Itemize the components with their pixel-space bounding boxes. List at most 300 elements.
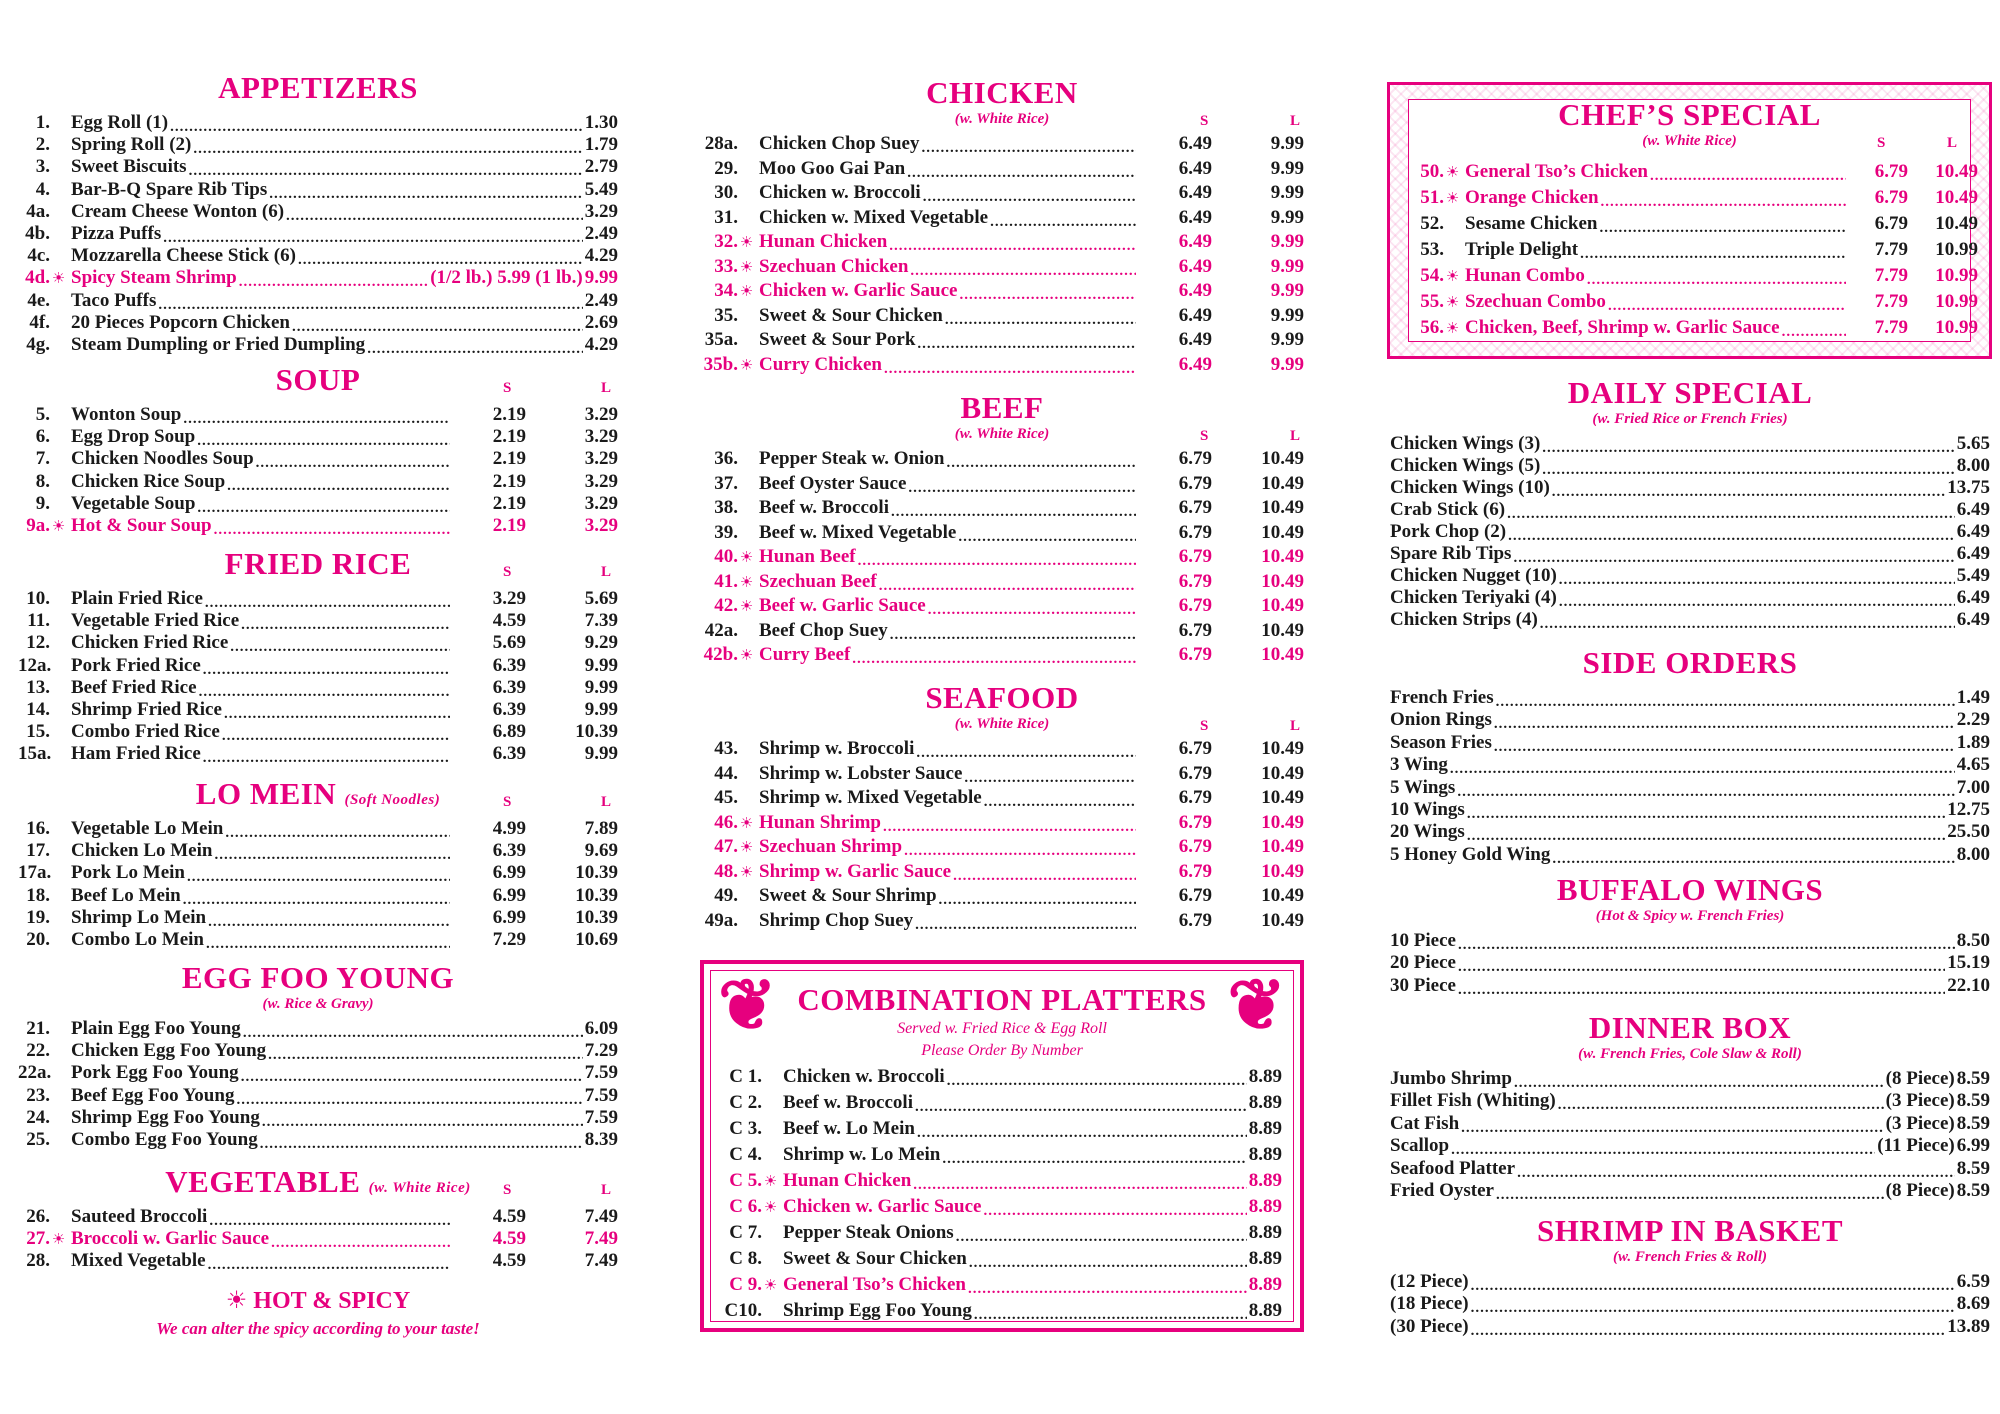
item-name: Beef Fried Rice [71, 676, 197, 698]
item-name: Hunan Beef [759, 546, 856, 567]
item-name: Beef w. Garlic Sauce [759, 595, 926, 616]
chili-pepper-icon [50, 1042, 67, 1061]
chili-pepper-icon: ☀ [739, 599, 754, 615]
menu-item [1390, 754, 1990, 774]
section-subtitle: Served w. Fried Rice & Egg Roll [897, 1020, 1107, 1037]
section-title: APPETIZERS [218, 70, 418, 105]
dot-leader [1552, 480, 1945, 500]
item-name: Sweet & Sour Chicken [783, 1248, 967, 1269]
item-price: 13.89 [1947, 1315, 1990, 1337]
combination-platters-box [700, 960, 1304, 1332]
menu-item [718, 1092, 1282, 1112]
chili-pepper-icon [50, 428, 67, 447]
menu-item [18, 743, 618, 763]
dot-leader [260, 1132, 583, 1152]
menu-item [700, 182, 1304, 202]
dot-leader [1513, 546, 1954, 566]
item-number: 53. [1420, 239, 1444, 260]
menu-list [700, 390, 1304, 670]
dot-leader [205, 591, 450, 611]
chili-pepper-icon: ☀ [763, 1278, 778, 1294]
small-size-header: S [503, 380, 512, 396]
item-price: 2.79 [584, 156, 618, 178]
dot-leader [209, 1209, 450, 1229]
menu-item [700, 473, 1304, 493]
price-small: 6.49 [1178, 353, 1212, 375]
item-name: 3 Wing [1390, 754, 1448, 776]
large-size-header: L [1290, 428, 1301, 444]
item-price: 8.59 [1956, 1090, 1990, 1112]
item-number: 44. [714, 762, 738, 784]
dot-leader [241, 1065, 583, 1085]
chili-pepper-icon: ☀ [739, 648, 754, 664]
item-name: Shrimp w. Lobster Sauce [759, 762, 963, 784]
price-large: 10.49 [1261, 570, 1304, 592]
menu-item [18, 267, 618, 287]
price-large: 10.69 [575, 929, 618, 950]
price-small: 6.79 [1178, 448, 1212, 469]
item-price: 8.69 [1956, 1293, 1990, 1315]
hot-spicy-title: HOT & SPICY [253, 1288, 411, 1314]
chili-pepper-icon: ☀ [739, 864, 754, 881]
large-size-header: L [1947, 135, 1958, 151]
price-small: 6.79 [1178, 521, 1212, 543]
menu-item [700, 354, 1304, 374]
chili-pepper-icon: ☀ [739, 574, 754, 591]
price-small: 6.49 [1178, 231, 1212, 252]
item-name: Curry Beef [759, 644, 851, 665]
menu-item [18, 290, 618, 310]
item-number: 15. [26, 721, 50, 743]
chili-pepper-icon [50, 450, 67, 469]
price-small: 6.49 [1178, 157, 1212, 179]
dot-leader [206, 932, 450, 952]
item-name: Vegetable Soup [71, 492, 196, 514]
price-small: 6.79 [1178, 546, 1212, 567]
price-small: 6.79 [1178, 644, 1212, 665]
menu-item [700, 305, 1304, 325]
item-number: 17a. [18, 862, 52, 884]
menu-item [700, 620, 1304, 640]
price-small: 3.29 [492, 588, 526, 609]
dot-leader [214, 843, 450, 863]
price-large: 10.49 [1261, 885, 1304, 906]
item-number: 4f. [29, 311, 50, 333]
item-price: 8.00 [1956, 455, 1990, 476]
dot-leader [225, 821, 450, 841]
item-price: 6.49 [1956, 543, 1990, 564]
chili-pepper-icon [738, 209, 755, 228]
menu-item [718, 1196, 1282, 1216]
dot-leader [214, 518, 450, 538]
dot-leader [183, 888, 450, 908]
item-number: 24. [26, 1106, 50, 1128]
item-name: Chicken w. Broccoli [759, 182, 921, 203]
menu-item [18, 112, 618, 132]
menu-item [700, 861, 1304, 881]
dot-leader [203, 746, 450, 766]
price-small: 2.19 [492, 426, 526, 448]
chili-pepper-icon [50, 701, 67, 720]
item-name: Chicken Nugget (10) [1390, 565, 1557, 586]
menu-item [1390, 499, 1990, 519]
chili-pepper-icon [50, 1109, 67, 1128]
small-size-header: S [1877, 135, 1886, 151]
dot-leader [1458, 978, 1945, 998]
item-price: 8.89 [1248, 1222, 1282, 1243]
price-large: 9.99 [1270, 353, 1304, 375]
dot-leader [1580, 242, 1846, 262]
item-price: 3.29 [584, 200, 618, 222]
item-number: 35b. [703, 353, 738, 375]
price-small: 6.99 [492, 906, 526, 928]
item-name: Chicken Rice Soup [71, 470, 226, 492]
price-small: 6.79 [1178, 595, 1212, 616]
item-portion: (8 Piece) [1885, 1180, 1955, 1201]
small-size-header: S [1200, 113, 1209, 129]
item-number: 9a. [26, 515, 50, 536]
price-small: 6.79 [1178, 497, 1212, 518]
dot-leader [852, 647, 1136, 667]
item-price: 1.89 [1956, 731, 1990, 753]
chili-pepper-icon [762, 1250, 779, 1269]
chili-pepper-icon: ☀ [739, 259, 754, 276]
menu-item [1390, 709, 1990, 729]
price-small: 7.79 [1874, 239, 1908, 260]
dot-leader [271, 1231, 450, 1251]
item-number: C 6. [729, 1196, 762, 1217]
price-small: 6.79 [1178, 885, 1212, 906]
item-name: Chicken Noodles Soup [71, 448, 254, 470]
item-number: 33. [714, 255, 738, 277]
section-subtitle: (w. White Rice) [1642, 133, 1737, 149]
item-name: Sesame Chicken [1465, 213, 1598, 234]
item-price: 9.99 [584, 267, 618, 289]
small-size-header: S [503, 564, 512, 580]
price-small: 6.79 [1178, 570, 1212, 592]
chili-pepper-icon [50, 292, 67, 311]
chili-pepper-icon [50, 406, 67, 425]
chili-pepper-icon [50, 1208, 67, 1227]
section-title: DINNER BOX [1588, 1010, 1792, 1045]
price-large: 7.89 [584, 818, 618, 839]
dot-leader [883, 815, 1136, 835]
dot-leader [958, 525, 1136, 545]
chili-pepper-icon [50, 679, 67, 698]
menu-item [18, 245, 618, 265]
item-name: Pork Egg Foo Young [71, 1062, 239, 1084]
item-name: Mozzarella Cheese Stick (6) [71, 245, 296, 267]
item-name: Plain Egg Foo Young [71, 1018, 241, 1039]
section-title: SHRIMP IN BASKET [1536, 1213, 1843, 1248]
menu-item [1390, 821, 1990, 841]
item-name: Chicken Fried Rice [71, 632, 229, 654]
dot-leader [915, 1095, 1247, 1115]
chili-pepper-icon [762, 1094, 779, 1113]
price-large: 10.49 [1261, 497, 1304, 518]
large-size-header: L [601, 794, 612, 810]
chili-pepper-icon [50, 634, 67, 653]
chili-pepper-icon: ☀ [739, 284, 754, 300]
section-subtitle: (w. French Fries & Roll) [1612, 1249, 1768, 1265]
item-name: Ham Fried Rice [71, 743, 201, 765]
dot-leader [183, 407, 450, 427]
dot-leader [1457, 780, 1954, 800]
flourish-right-icon: ❦ [1227, 968, 1286, 1045]
item-number: 54. [1420, 265, 1444, 286]
dot-leader [984, 790, 1136, 810]
dot-leader [974, 1303, 1247, 1323]
item-price: 8.39 [584, 1129, 618, 1150]
chili-pepper-icon [50, 203, 67, 222]
menu-item [18, 223, 618, 243]
item-number: 28a. [704, 133, 738, 154]
chili-pepper-icon: ☀ [739, 815, 754, 832]
menu-item [700, 787, 1304, 807]
dot-leader [891, 500, 1136, 520]
dot-leader [239, 270, 428, 290]
item-name: Shrimp Fried Rice [71, 699, 222, 720]
menu-item [1408, 187, 1978, 207]
item-name: Szechuan Shrimp [759, 836, 903, 857]
dot-leader [1451, 1138, 1875, 1158]
item-name: Hunan Combo [1465, 265, 1585, 286]
item-name: Hunan Chicken [783, 1170, 912, 1191]
price-large: 3.29 [584, 426, 618, 448]
price-small: 6.79 [1178, 762, 1212, 784]
item-number: C10. [724, 1300, 762, 1321]
menu-item [1390, 1158, 1990, 1178]
item-name: Egg Drop Soup [71, 426, 196, 448]
menu-item [700, 448, 1304, 468]
section-title-text: VEGETABLE [165, 1164, 361, 1199]
price-large: 9.99 [1270, 280, 1304, 301]
dot-leader [889, 234, 1136, 254]
menu-item [1390, 565, 1990, 585]
item-name: Beef w. Broccoli [783, 1092, 913, 1113]
item-name: Chicken Wings (5) [1390, 455, 1541, 476]
menu-item [718, 1248, 1282, 1268]
chili-pepper-icon: ☀ [763, 1174, 778, 1190]
dot-leader [964, 766, 1136, 786]
chili-pepper-icon: ☀ [51, 271, 66, 288]
item-price: 8.89 [1248, 1118, 1282, 1139]
item-name: (12 Piece) [1390, 1271, 1469, 1292]
price-large: 10.39 [575, 884, 618, 906]
price-large: 10.39 [575, 721, 618, 743]
item-number: 45. [714, 787, 738, 808]
price-small: 6.79 [1178, 860, 1212, 882]
item-name: Sweet Biscuits [71, 156, 187, 178]
item-name: Chicken Strips (4) [1390, 609, 1538, 630]
item-name: Chicken, Beef, Shrimp w. Garlic Sauce [1465, 317, 1780, 338]
dot-leader [879, 574, 1136, 594]
dot-leader [236, 1088, 582, 1108]
item-name: Mixed Vegetable [71, 1250, 206, 1272]
price-small: 6.49 [1178, 255, 1212, 277]
item-number: 40. [714, 546, 738, 567]
menu-list [1390, 645, 1990, 875]
dot-leader [946, 451, 1136, 471]
dot-leader [199, 680, 450, 700]
menu-item [18, 632, 618, 652]
item-price: 13.75 [1947, 477, 1990, 498]
menu-item [18, 515, 618, 535]
chili-pepper-icon [50, 1064, 67, 1083]
item-number: 37. [714, 472, 738, 494]
price-small: 7.79 [1874, 291, 1908, 312]
menu-list [18, 70, 618, 355]
price-large: 10.49 [1261, 619, 1304, 641]
price-large: 3.29 [584, 404, 618, 425]
item-price: 2.49 [584, 223, 618, 244]
price-small: 2.19 [492, 515, 526, 536]
chili-pepper-icon: ☀ [739, 357, 754, 374]
menu-item [1390, 777, 1990, 797]
item-name: Sweet & Sour Shrimp [759, 885, 937, 906]
item-name: Beef Egg Foo Young [71, 1084, 235, 1106]
menu-list [1390, 1213, 1990, 1337]
item-number: 15a. [18, 743, 52, 765]
menu-item [18, 885, 618, 905]
item-price: 4.65 [1956, 754, 1990, 776]
item-name: Sweet & Sour Chicken [759, 304, 943, 326]
price-large: 10.39 [575, 862, 618, 884]
price-large: 7.39 [584, 610, 618, 632]
chili-pepper-icon [738, 765, 755, 784]
price-small: 6.39 [492, 743, 526, 765]
item-name: Combo Fried Rice [71, 721, 220, 743]
item-name: Spicy Steam Shrimp [71, 267, 237, 289]
item-name: Beef Chop Suey [759, 619, 888, 641]
section-subtitle-order: Please Order By Number [921, 1042, 1083, 1059]
item-name: 20 Piece [1390, 952, 1456, 974]
menu-item [18, 1085, 618, 1105]
item-price: 7.59 [584, 1062, 618, 1084]
price-small: 4.59 [492, 1228, 526, 1250]
menu-item [18, 907, 618, 927]
item-number: 4c. [27, 245, 50, 267]
item-price: 1.79 [584, 134, 618, 156]
dot-leader [915, 913, 1136, 933]
price-small: 6.99 [492, 884, 526, 906]
dot-leader [241, 613, 450, 633]
section-subtitle: (w. Rice & Gravy) [262, 996, 374, 1012]
menu-item [700, 497, 1304, 517]
dot-leader [1496, 1183, 1884, 1203]
item-number: C 7. [729, 1222, 762, 1243]
menu-item [18, 493, 618, 513]
dot-leader [1467, 802, 1945, 822]
price-small: 6.49 [1178, 182, 1212, 203]
item-number: 27. [26, 1228, 50, 1250]
item-name: Beef Oyster Sauce [759, 472, 907, 494]
menu-item [1390, 587, 1990, 607]
price-small: 6.39 [492, 699, 526, 720]
item-price: 6.59 [1956, 1271, 1990, 1292]
menu-item [18, 179, 618, 199]
dot-leader [197, 496, 450, 516]
item-price: 8.89 [1248, 1196, 1282, 1217]
price-large: 10.49 [1261, 860, 1304, 882]
chili-pepper-icon [50, 114, 67, 133]
item-name: Shrimp w. Garlic Sauce [759, 860, 952, 882]
item-price: 6.49 [1956, 587, 1990, 608]
item-number: 43. [714, 738, 738, 759]
menu-list [1390, 1010, 1990, 1201]
menu-item [700, 571, 1304, 591]
chili-pepper-icon: ☀ [51, 1232, 66, 1249]
dot-leader [1558, 1093, 1884, 1113]
section-title: CHICKEN [926, 75, 1078, 110]
menu-item [700, 158, 1304, 178]
menu-item [18, 610, 618, 630]
item-name: Hot & Sour Soup [71, 515, 212, 536]
item-number: C 5. [729, 1170, 762, 1191]
price-large: 9.99 [1270, 133, 1304, 154]
item-name: Chicken w. Mixed Vegetable [759, 206, 989, 228]
dot-leader [292, 315, 583, 335]
item-price: 7.59 [584, 1084, 618, 1106]
item-name: Shrimp w. Lo Mein [783, 1144, 941, 1165]
item-number: 4b. [25, 223, 50, 244]
menu-item [1408, 265, 1978, 285]
item-number: 4. [35, 178, 50, 200]
item-name: 10 Wings [1390, 799, 1465, 820]
item-number: 3. [35, 156, 50, 178]
dot-leader [208, 910, 450, 930]
item-price: 8.89 [1248, 1300, 1282, 1321]
item-name: Triple Delight [1465, 239, 1579, 260]
item-price: 25.50 [1947, 821, 1990, 843]
price-small: 6.79 [1178, 787, 1212, 808]
item-name: Plain Fried Rice [71, 588, 203, 609]
dot-leader [945, 308, 1136, 328]
item-number: 8. [35, 470, 50, 492]
dot-leader [189, 159, 583, 179]
dot-leader [1494, 735, 1955, 755]
menu-item [700, 133, 1304, 153]
dot-leader [262, 1110, 583, 1130]
menu-item [1390, 930, 1990, 950]
price-large: 10.39 [575, 906, 618, 928]
dot-leader [227, 474, 450, 494]
menu-item [700, 836, 1304, 856]
price-large: 3.29 [584, 492, 618, 514]
large-size-header: L [601, 1182, 612, 1198]
price-small: 5.69 [492, 632, 526, 654]
chili-pepper-icon: ☀ [1445, 191, 1460, 207]
small-size-header: S [1200, 428, 1209, 444]
item-price: 22.10 [1947, 974, 1990, 996]
price-large: 9.99 [584, 699, 618, 720]
menu-item [18, 1250, 618, 1270]
dot-leader [953, 864, 1136, 884]
dot-leader [286, 204, 583, 224]
chili-pepper-icon: ☀ [739, 550, 754, 566]
item-price: 4.29 [584, 245, 618, 267]
item-price: 1.30 [584, 112, 618, 133]
chili-pepper-icon [738, 331, 755, 350]
chili-pepper-icon [762, 1224, 779, 1243]
item-name: General Tso’s Chicken [783, 1274, 966, 1295]
menu-item [1390, 455, 1990, 475]
dot-leader [193, 137, 582, 157]
item-number: 9. [35, 492, 50, 514]
item-name: Orange Chicken [1465, 187, 1599, 208]
chili-pepper-icon: ☀ [225, 1288, 248, 1314]
item-price: 6.99 [1956, 1135, 1990, 1157]
